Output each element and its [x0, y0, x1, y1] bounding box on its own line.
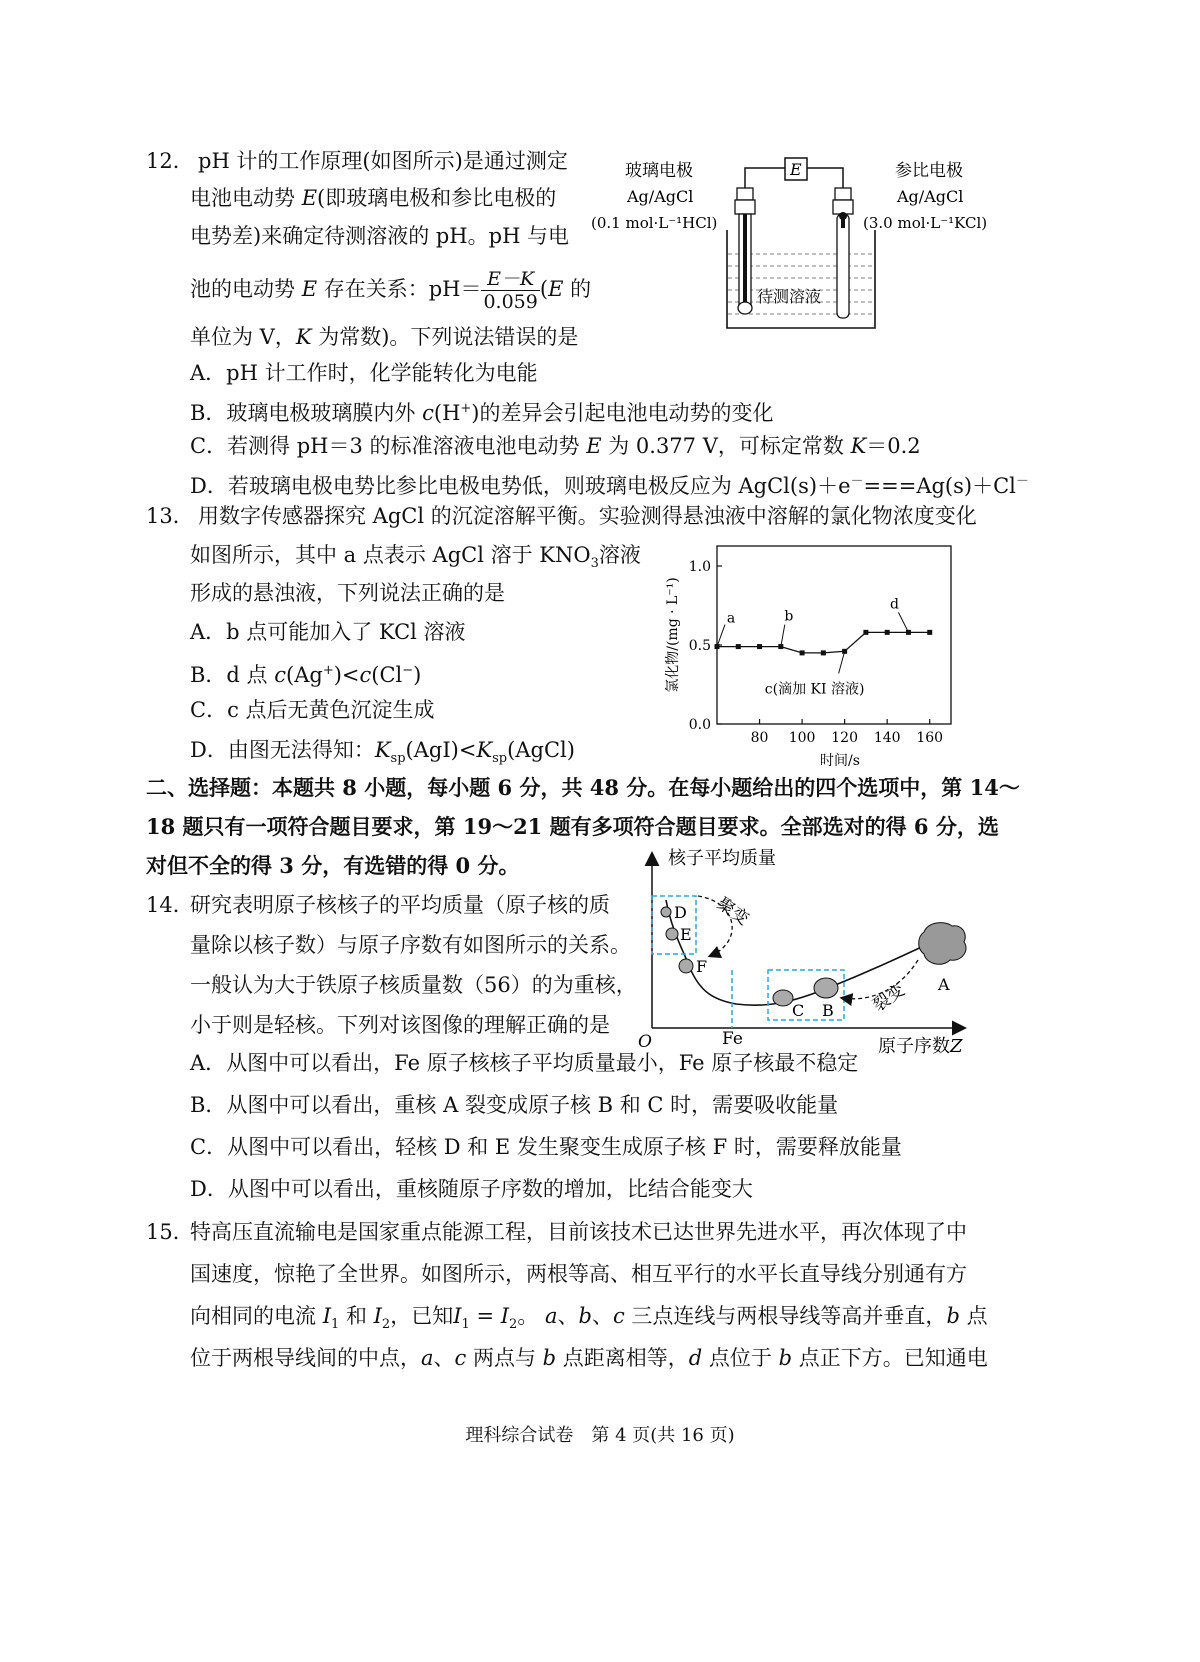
q12-option-a: A．pH 计工作时，化学能转化为电能	[190, 361, 538, 385]
q12-line3: 电势差)来确定待测溶液的 pH。pH 与电	[190, 224, 570, 248]
x-tick-label: 140	[873, 730, 901, 746]
data-point	[927, 630, 932, 635]
q12-option-c: C．若测得 pH＝3 的标准溶液电池电动势 E 为 0.377 V，可标定常数 K＝0.2	[190, 434, 921, 458]
page-footer: 理科综合试卷 第 4 页(共 16 页)	[465, 1425, 735, 1446]
q14-option-a: A．从图中可以看出，Fe 原子核核子平均质量最小，Fe 原子核最不稳定	[190, 1051, 859, 1075]
q14-line1: 研究表明原子核核子的平均质量（原子核的质	[190, 893, 610, 917]
q12-option-b: B．玻璃电极玻璃膜内外 c(H+)的差异会引起电池电动势的变化	[190, 401, 774, 425]
q14-number: 14．	[146, 893, 194, 917]
annotation-leader	[839, 651, 845, 673]
q14-line3: 一般认为大于铁原子核质量数（56）的为重核，	[190, 973, 637, 997]
q15-line1: 特高压直流输电是国家重点能源工程，目前该技术已达世界先进水平，再次体现了中	[190, 1220, 967, 1244]
q12-line4: 池的电动势 E 存在关系：pH＝ $\frac{E-K}{0.059}$ (E 的	[190, 268, 592, 313]
fusion-label: 聚变	[713, 893, 753, 930]
q12-line1: pH 计的工作原理(如图所示)是通过测定	[198, 149, 568, 173]
label-b: B	[822, 1001, 834, 1020]
nucleus-e	[666, 928, 678, 940]
label-d: D	[674, 903, 687, 922]
x-tick-label: 120	[831, 730, 859, 746]
data-point	[863, 630, 868, 635]
x-tick-label: 160	[916, 730, 944, 746]
nucleus-d	[661, 907, 671, 917]
y-tick-label: 0.5	[688, 638, 711, 654]
reference-electrode	[837, 214, 849, 318]
ph-fraction: $\frac{E-K}{0.059}$	[483, 268, 538, 313]
data-point	[757, 644, 762, 649]
q12-number: 12．	[146, 149, 194, 173]
q13-option-b: B．d 点 c(Ag+)<c(Cl−)	[190, 663, 422, 687]
glass-electrode-material: Ag/AgCl	[627, 187, 694, 206]
ref-electrode-conc: (3.0 mol·L⁻¹KCl)	[863, 214, 988, 232]
label-a: A	[938, 975, 950, 994]
annotation-label: a	[726, 610, 736, 627]
section2-line1: 二、选择题：本题共 8 小题，每小题 6 分，共 48 分。在每小题给出的四个选项中，第 14～	[146, 775, 1020, 800]
ref-electrode-title: 参比电极	[895, 161, 963, 181]
glass-electrode-conc: (0.1 mol·L⁻¹HCl)	[591, 214, 718, 232]
q13-number: 13．	[146, 504, 194, 528]
fe-label: Fe	[722, 1029, 743, 1049]
x-tick-label: 80	[750, 730, 769, 746]
data-point	[800, 650, 805, 655]
data-point	[885, 630, 890, 635]
nucleus-a	[919, 923, 966, 965]
chloride-concentration-chart	[655, 540, 975, 775]
annotation-label: d	[889, 596, 899, 613]
q15-line4: 位于两根导线间的中点，a、c 两点与 b 点距离相等，d 点位于 b 点正下方。已知通电	[190, 1346, 988, 1370]
x-axis-label: 时间/s	[820, 753, 860, 769]
fission-label: 裂变	[869, 980, 909, 1017]
ref-electrode-material: Ag/AgCl	[897, 187, 964, 206]
x-axis-label: 原子序数Z	[878, 1036, 963, 1057]
q14-option-b: B．从图中可以看出，重核 A 裂变成原子核 B 和 C 时，需要吸收能量	[190, 1093, 839, 1117]
y-axis-label: 核子平均质量	[668, 848, 776, 869]
annotation-leader	[898, 612, 908, 632]
origin-label: O	[638, 1032, 652, 1052]
data-point	[736, 644, 741, 649]
q14-option-d: D．从图中可以看出，重核随原子序数的增加，比结合能变大	[190, 1177, 753, 1201]
series-line	[717, 632, 930, 653]
annotation-label: b	[784, 608, 794, 625]
voltmeter-label: E	[790, 160, 802, 179]
q15-number: 15．	[146, 1220, 194, 1244]
q12-line5: 单位为 V，K 为常数)。下列说法错误的是	[190, 325, 579, 349]
ph-meter-figure	[585, 150, 1015, 340]
annotation-label: c(滴加 KI 溶液)	[764, 681, 865, 698]
nucleus-c	[773, 990, 793, 1006]
x-tick-label: 100	[788, 730, 816, 746]
y-tick-label: 0.0	[688, 717, 711, 733]
q15-line3: 向相同的电流 $I_1$ 和 $I_2$，已知$I_1 = I_2$。 a、b、c 三点连线与两根导线等高并垂直，b 点	[190, 1304, 988, 1333]
q13-line3: 形成的悬浊液，下列说法正确的是	[190, 581, 505, 605]
q12-option-d: D．若玻璃电极电势比参比电极电势低，则玻璃电极反应为 AgCl(s)＋e－===Ag(s)＋Cl－	[190, 474, 1029, 498]
q14-line4: 小于则是轻核。下列对该图像的理解正确的是	[190, 1013, 610, 1037]
q14-line2: 量除以核子数）与原子序数有如图所示的关系。	[190, 933, 631, 957]
nucleon-mass-figure	[628, 842, 988, 1057]
q13-option-a: A．b 点可能加入了 KCl 溶液	[190, 620, 466, 644]
nucleus-b	[814, 978, 838, 998]
y-axis-label: 氯化物/(mg · L⁻¹)	[665, 577, 681, 693]
annotation-leader	[717, 625, 725, 647]
q12-line2: 电池电动势 E(即玻璃电极和参比电极的	[190, 186, 557, 210]
label-f: F	[696, 957, 708, 976]
section2-line2: 18 题只有一项符合题目要求，第 19～21 题有多项符合题目要求。全部选对的得 6 分，选	[146, 814, 999, 839]
data-point	[715, 644, 720, 649]
label-c: C	[792, 1001, 805, 1020]
solution-label: 待测溶液	[757, 287, 822, 306]
section2-line3: 对但不全的得 3 分，有选错的得 0 分。	[146, 853, 520, 878]
data-point	[821, 650, 826, 655]
glass-electrode-title: 玻璃电极	[625, 161, 693, 181]
q13-line1: 用数字传感器探究 AgCl 的沉淀溶解平衡。实验测得悬浊液中溶解的氯化物浓度变化	[198, 504, 977, 528]
nucleus-f	[679, 959, 693, 973]
q13-option-c: C．c 点后无黄色沉淀生成	[190, 698, 435, 722]
q15-line2: 国速度，惊艳了全世界。如图所示，两根等高、相互平行的水平长直导线分别通有方	[190, 1262, 967, 1286]
label-e: E	[680, 925, 692, 944]
q14-option-c: C．从图中可以看出，轻核 D 和 E 发生聚变生成原子核 F 时，需要释放能量	[190, 1135, 902, 1159]
q13-line2: 如图所示，其中 a 点表示 AgCl 溶于 $KNO_3$溶液	[190, 543, 641, 572]
annotation-leader	[781, 625, 785, 647]
y-tick-label: 1.0	[688, 559, 711, 575]
q13-option-d: D．由图无法得知：$K_{sp}(AgI)<K_{sp}(AgCl)$	[190, 738, 575, 767]
